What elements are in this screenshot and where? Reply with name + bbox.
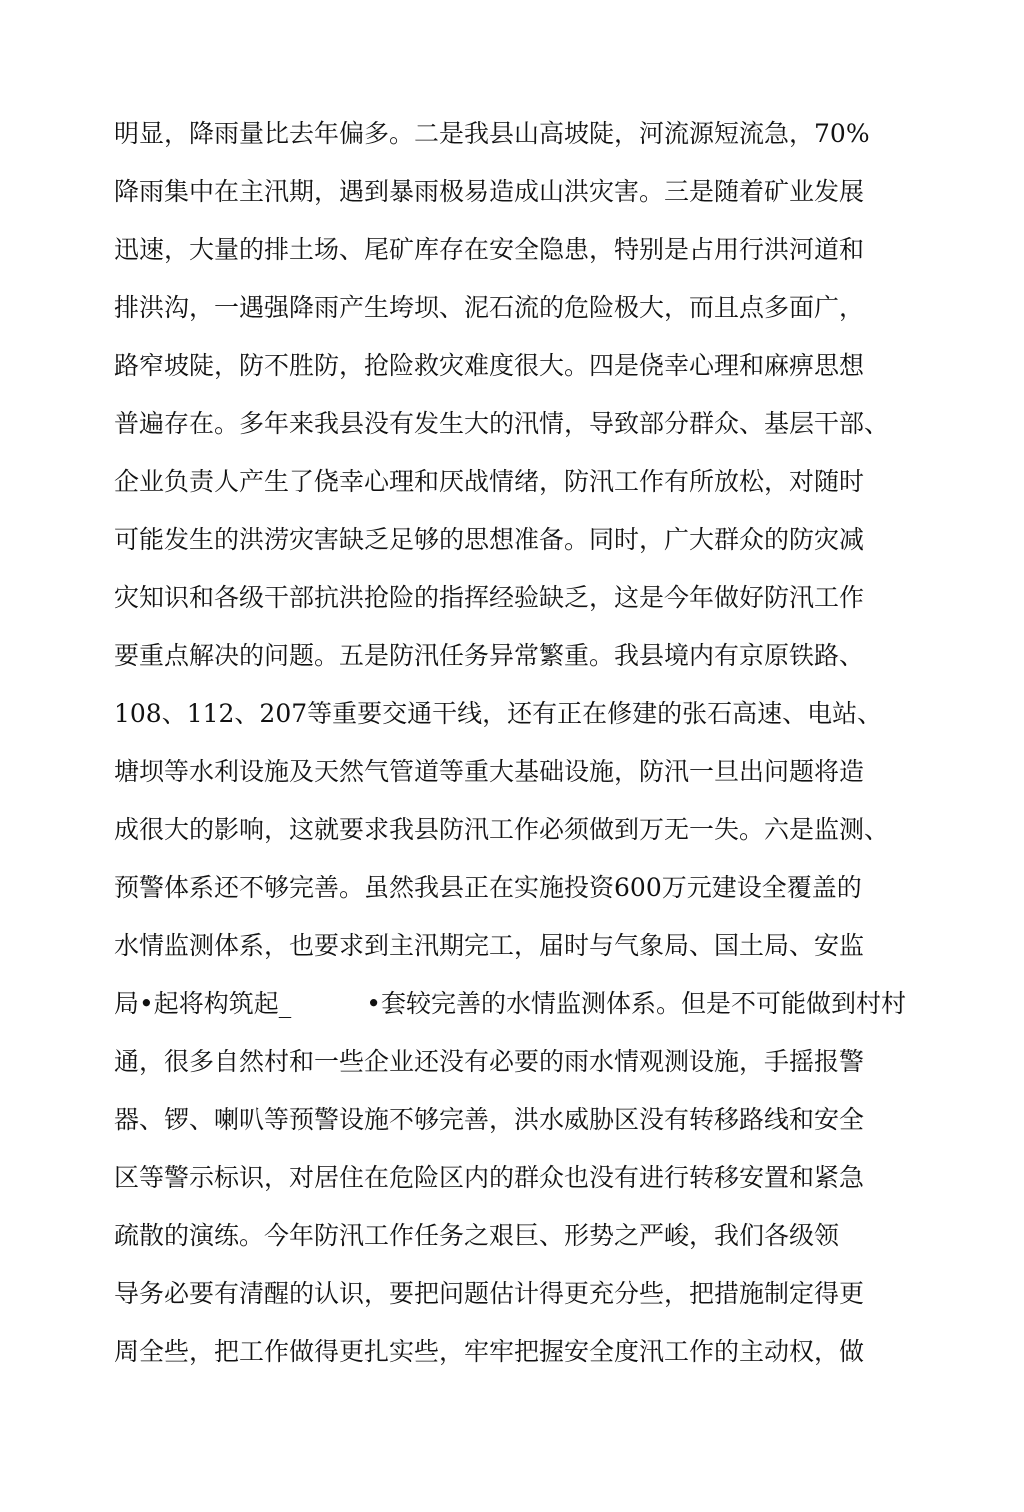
text-line: 局•起将构筑起_ •套较完善的水情监测体系。但是不可能做到村村 xyxy=(114,989,906,1018)
text-line: 排洪沟，一遇强降雨产生垮坝、泥石流的危险极大，而且点多面广， xyxy=(114,293,865,322)
text-line: 普遍存在。多年来我县没有发生大的汛情，导致部分群众、基层干部、 xyxy=(114,409,890,438)
text-line: 降雨集中在主汛期，遇到暴雨极易造成山洪灾害。三是随着矿业发展 xyxy=(114,177,865,206)
document-body xyxy=(114,114,914,1390)
text-line: 可能发生的洪涝灾害缺乏足够的思想准备。同时，广大群众的防灾减 xyxy=(114,525,865,554)
text-line: 区等警示标识，对居住在危险区内的群众也没有进行转移安置和紧急 xyxy=(114,1163,865,1192)
text-line: 水情监测体系，也要求到主汛期完工，届时与气象局、国土局、安监 xyxy=(114,931,865,960)
text-line: 企业负责人产生了侥幸心理和厌战情绪，防汛工作有所放松，对随时 xyxy=(114,467,865,496)
text-line: 导务必要有清醒的认识，要把问题估计得更充分些，把措施制定得更 xyxy=(114,1279,865,1308)
text-line: 器、锣、喇叭等预警设施不够完善，洪水威胁区没有转移路线和安全 xyxy=(114,1105,865,1134)
text-line: 通，很多自然村和一些企业还没有必要的雨水情观测设施，手摇报警 xyxy=(114,1047,865,1076)
text-line: 路窄坡陡，防不胜防，抢险救灾难度很大。四是侥幸心理和麻痹思想 xyxy=(114,351,865,380)
text-line: 108、112、207等重要交通干线，还有正在修建的张石高速、电站、 xyxy=(114,699,883,728)
text-line: 周全些，把工作做得更扎实些，牢牢把握安全度汛工作的主动权，做 xyxy=(114,1337,865,1366)
text-line: 明显，降雨量比去年偏多。二是我县山高坡陡，河流源短流急，70% xyxy=(114,119,870,148)
text-line: 迅速，大量的排土场、尾矿库存在安全隐患，特别是占用行洪河道和 xyxy=(114,235,865,264)
text-line: 要重点解决的问题。五是防汛任务异常繁重。我县境内有京原铁路、 xyxy=(114,641,865,670)
text-line: 疏散的演练。今年防汛工作任务之艰巨、形势之严峻，我们各级领 xyxy=(114,1221,840,1250)
text-line: 预警体系还不够完善。虽然我县正在实施投资600万元建设全覆盖的 xyxy=(114,873,862,902)
text-line: 灾知识和各级干部抗洪抢险的指挥经验缺乏，这是今年做好防汛工作 xyxy=(114,583,865,612)
text-line: 塘坝等水利设施及天然气管道等重大基础设施，防汛一旦出问题将造 xyxy=(114,757,865,786)
text-line: 成很大的影响，这就要求我县防汛工作必须做到万无一失。六是监测、 xyxy=(114,815,890,844)
